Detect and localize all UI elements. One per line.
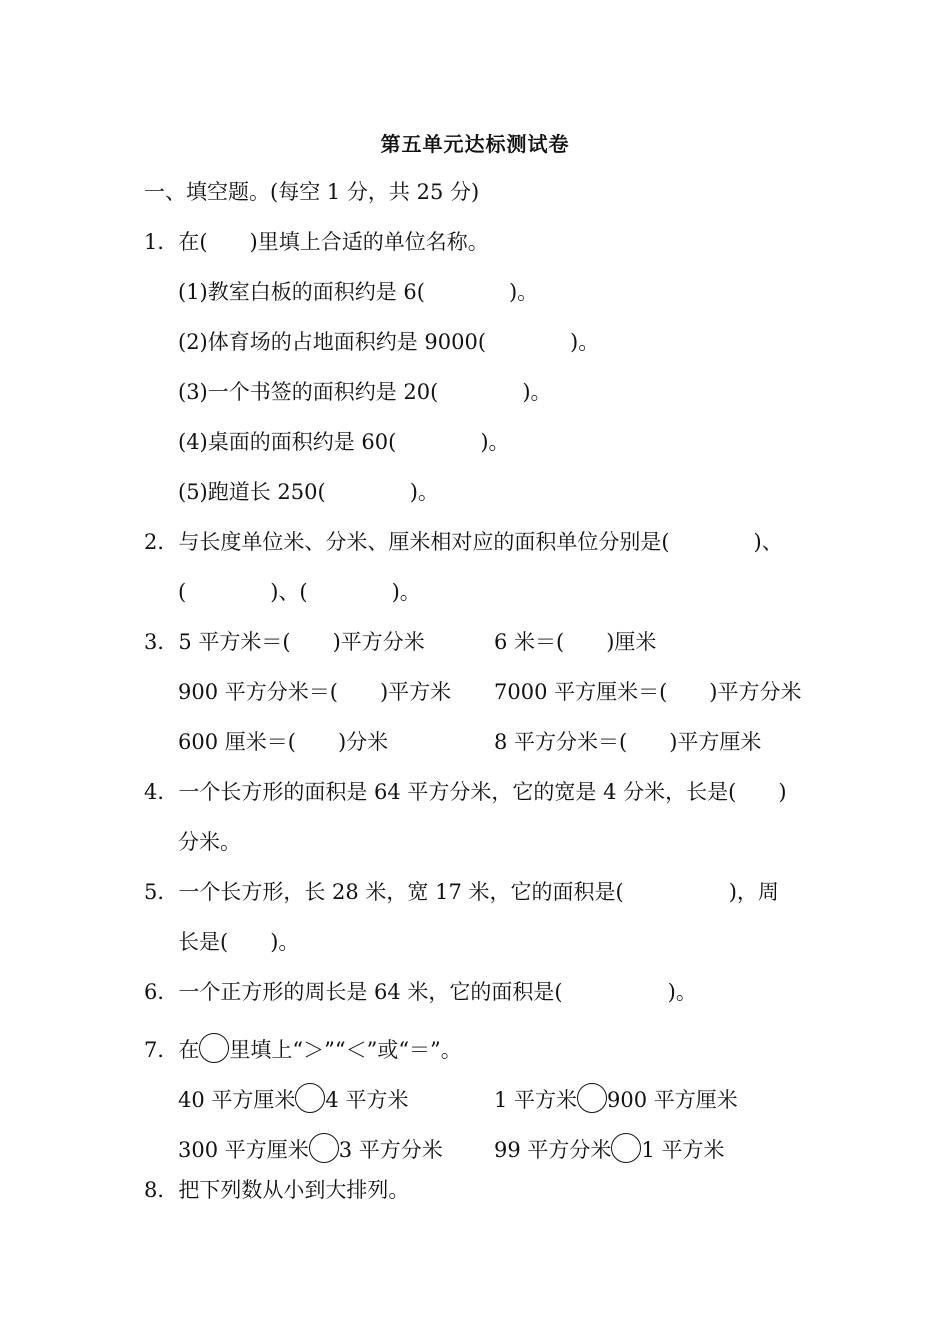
question-3-item: 6 米＝( )厘米 — [494, 630, 657, 654]
compare-circle-icon — [577, 1083, 607, 1113]
compare-left: 300 平方厘米 — [178, 1138, 309, 1162]
compare-left: 99 平方分米 — [494, 1138, 612, 1162]
question-1-item: (5)跑道长 250( )。 — [178, 480, 439, 504]
question-1-item: (3)一个书签的面积约是 20( )。 — [178, 380, 552, 404]
compare-right: 4 平方米 — [325, 1088, 409, 1112]
compare-circle-icon — [199, 1033, 229, 1063]
question-6: 6．一个正方形的周长是 64 米，它的面积是( )。 — [144, 980, 697, 1004]
question-1-item: (1)教室白板的面积约是 6( )。 — [178, 280, 539, 304]
question-5-line: 长是( )。 — [178, 930, 300, 954]
compare-item — [178, 1133, 443, 1163]
question-7-stem-text: 里填上“＞”“＜”或“＝”。 — [229, 1038, 462, 1062]
question-1-stem: 1．在( )里填上合适的单位名称。 — [144, 230, 489, 254]
compare-item — [178, 1083, 408, 1113]
compare-right: 900 平方厘米 — [607, 1088, 738, 1112]
question-3-item: 7000 平方厘米＝( )平方分米 — [494, 680, 802, 704]
compare-right: 3 平方分米 — [338, 1138, 443, 1162]
question-8: 8．把下列数从小到大排列。 — [144, 1178, 410, 1202]
page-title: 第五单元达标测试卷 — [380, 132, 570, 156]
compare-left: 40 平方厘米 — [178, 1088, 296, 1112]
compare-circle-icon — [295, 1083, 325, 1113]
question-7-stem-text: 7．在 — [144, 1038, 200, 1062]
question-1-item: (4)桌面的面积约是 60( )。 — [178, 430, 510, 454]
question-1-item: (2)体育场的占地面积约是 9000( )。 — [178, 330, 600, 354]
compare-circle-icon — [309, 1133, 339, 1163]
question-7-stem — [144, 1033, 462, 1063]
question-4-line: 分米。 — [178, 830, 241, 854]
question-2-line: ( )、( )。 — [178, 580, 421, 604]
compare-item — [494, 1083, 738, 1113]
compare-circle-icon — [611, 1133, 641, 1163]
compare-item — [494, 1133, 724, 1163]
question-3-item: 900 平方分米＝( )平方米 — [178, 680, 452, 704]
question-4-line: 4．一个长方形的面积是 64 平方分米，它的宽是 4 分米，长是( ) — [144, 780, 787, 804]
question-2-line: 2．与长度单位米、分米、厘米相对应的面积单位分别是( )、 — [144, 530, 783, 554]
question-5-line: 5．一个长方形，长 28 米，宽 17 米，它的面积是( )，周 — [144, 880, 779, 904]
section-heading: 一、填空题。(每空 1 分，共 25 分) — [144, 180, 480, 204]
compare-left: 1 平方米 — [494, 1088, 578, 1112]
question-3-item: 8 平方分米＝( )平方厘米 — [494, 730, 762, 754]
question-3-item: 600 厘米＝( )分米 — [178, 730, 389, 754]
question-3-item: 3．5 平方米＝( )平方分米 — [144, 630, 425, 654]
compare-right: 1 平方米 — [641, 1138, 725, 1162]
